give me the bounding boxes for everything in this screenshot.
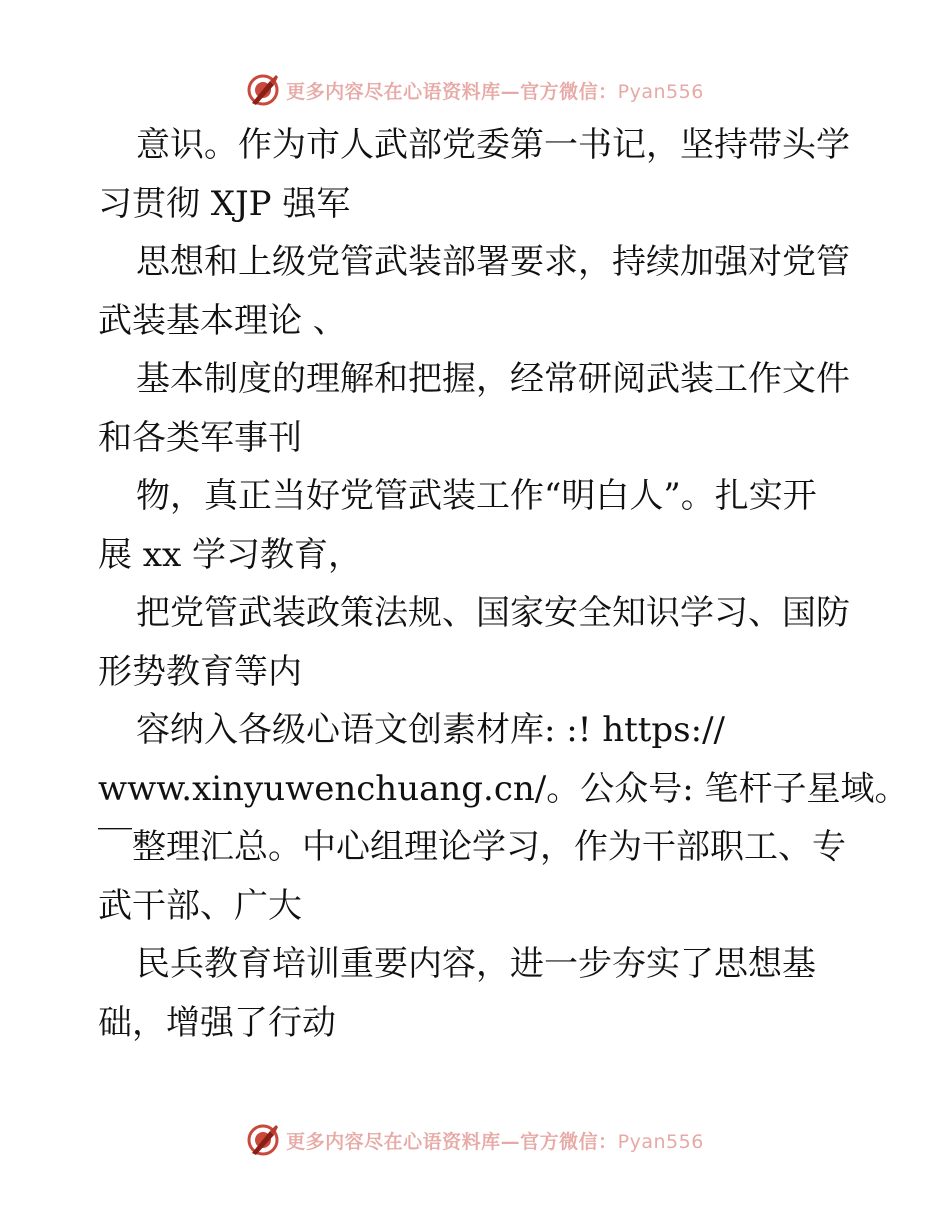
body-line-13: ￣整理汇总。中心组理论学习，作为干部职工、专: [98, 827, 846, 867]
body-line-9: 把党管武装政策法规、国家安全知识学习、国防: [136, 593, 850, 633]
body-line-6: 和各类军事刊: [98, 417, 302, 458]
body-line-4: 武装基本理论 、: [98, 300, 347, 341]
body-line-15: 民兵教育培训重要内容，进一步夯实了思想基: [136, 944, 816, 984]
body-line-12: www.xinyuwenchuang.cn/。公众号: 笔杆子星域。: [98, 768, 909, 809]
body-line-3: 思想和上级党管武装部署要求，持续加强对党管: [136, 242, 850, 282]
body-line-8: 展 xx 学习教育，: [98, 534, 362, 575]
body-line-14: 武干部、广大: [98, 885, 302, 926]
body-line-11: 容纳入各级心语文创素材库: :! https://: [136, 710, 725, 750]
body-line-2: 习贯彻 XJP 强军: [98, 183, 351, 224]
watermark-text: 更多内容尽在心语资料库—官方微信：Pyan556: [286, 1130, 704, 1153]
body-line-16: 础，增强了行动: [98, 1002, 336, 1043]
footer-watermark: [0, 1120, 950, 1160]
body-line-5: 基本制度的理解和把握，经常研阅武装工作文件: [136, 359, 850, 399]
body-line-1: 意识。作为市人武部党委第一书记，坚持带头学: [136, 125, 850, 165]
watermark-text: 更多内容尽在心语资料库—官方微信：Pyan556: [286, 80, 704, 103]
header-watermark: [0, 70, 950, 110]
body-line-10: 形势教育等内: [98, 651, 302, 692]
pen-seal-icon: [246, 1123, 280, 1157]
body-line-7: 物，真正当好党管武装工作“明白人”。扎实开: [136, 476, 817, 516]
pen-seal-icon: [246, 73, 280, 107]
document-body: [98, 116, 909, 1052]
